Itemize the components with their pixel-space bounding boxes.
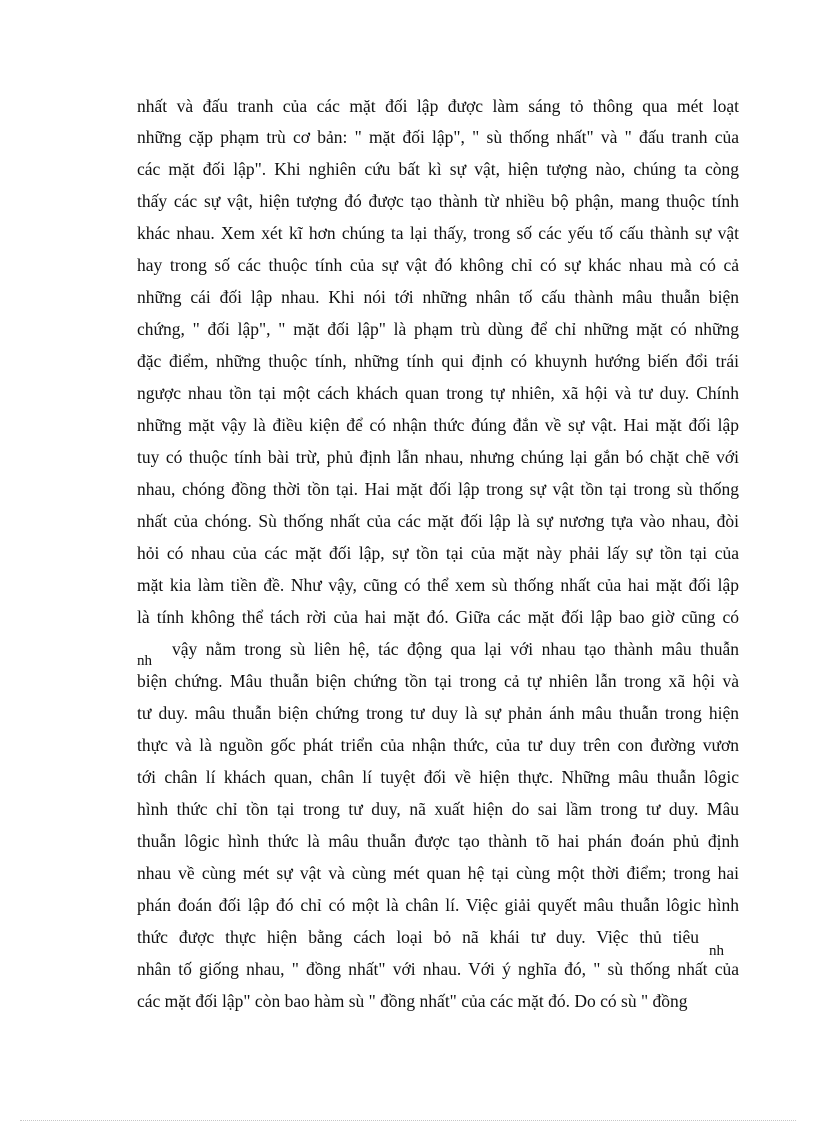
text-line: thực và là nguồn gốc phát triển của nhận thức, của tư duy trên con đường vươn — [137, 735, 739, 755]
text-line: tư duy. mâu thuẫn biện chứng trong tư duy là sự phản ánh mâu thuẫn trong hiện — [137, 703, 739, 723]
text-line: tuy có thuộc tính bài trừ, phủ định lẫn nhau, nhưng chúng lại gắn bó chặt chẽ với — [137, 447, 739, 467]
text-line: tới chân lí khách quan, chân lí tuyệt đối về hiện thực. Những mâu thuẫn lôgic — [137, 767, 739, 787]
text-line: biện chứng. Mâu thuẫn biện chứng tồn tại trong cả tự nhiên lẫn trong xã hội và — [137, 671, 739, 691]
text-line: những cặp phạm trù cơ bản: " mặt đối lập", " sù thống nhất" và " đấu tranh của — [137, 127, 739, 147]
text-line: nhất của chóng. Sù thống nhất của các mặt đối lập là sự nương tựa vào nhau, đòi — [137, 511, 739, 531]
text-line: phán đoán đối lập đó chỉ có một là chân lí. Việc giải quyết mâu thuẫn lôgic hình — [137, 895, 739, 915]
text-line: những mặt vậy là điều kiện để có nhận thức đúng đắn về sự vật. Hai mặt đối lập — [137, 415, 739, 435]
text-line: các mặt đối lập". Khi nghiên cứu bất kì sự vật, hiện tượng nào, chúng ta còng — [137, 159, 739, 179]
text-line: nhau, chóng đồng thời tồn tại. Hai mặt đối lập trong sự vật tồn tại trong sù thống — [137, 479, 739, 499]
text-line: mặt kia làm tiền đề. Như vậy, cũng có thể xem sù thống nhất của hai mặt đối lập — [137, 575, 739, 595]
text-line: hỏi có nhau của các mặt đối lập, sự tồn tại của mặt này phải lấy sự tồn tại của — [137, 543, 739, 563]
text-line: thuẫn lôgic hình thức là mâu thuẫn được tạo thành tõ hai phán đoán phủ định — [137, 831, 739, 851]
text-line: là tính không thể tách rời của hai mặt đó. Giữa các mặt đối lập bao giờ cũng có — [137, 607, 739, 627]
text-line: các mặt đối lập" còn bao hàm sù " đồng nhất" của các mặt đó. Do có sù " đồng — [137, 991, 688, 1011]
text-line: những cái đối lập nhau. Khi nói tới những nhân tố cấu thành mâu thuẫn biện — [137, 287, 739, 307]
text-line: nhau về cùng mét sự vật và cùng mét quan hệ tại cùng một thời điểm; trong hai — [137, 863, 739, 883]
text-line: hình thức chỉ tồn tại trong tư duy, nã xuất hiện do sai lầm trong tư duy. Mâu — [137, 799, 739, 819]
text-line: nhất và đấu tranh của các mặt đối lập được làm sáng tỏ thông qua mét loạt — [137, 96, 739, 116]
text-line: nhân tố giống nhau, " đồng nhất" với nhau. Với ý nghĩa đó, " sù thống nhất của — [137, 959, 739, 979]
text-line: ngược nhau tồn tại một cách khách quan trong tự nhiên, xã hội và tư duy. Chính — [137, 383, 739, 403]
stray-text-fragment: nh — [137, 653, 152, 669]
text-line: vậy nằm trong sù liên hệ, tác động qua lại với nhau tạo thành mâu thuẫn — [172, 639, 739, 659]
page-bottom-divider — [20, 1120, 796, 1121]
text-line: khác nhau. Xem xét kĩ hơn chúng ta lại thấy, trong số các yếu tố cấu thành sự vật — [137, 223, 739, 243]
text-line: thấy các sự vật, hiện tượng đó được tạo thành từ nhiều bộ phận, mang thuộc tính — [137, 191, 739, 211]
stray-text-fragment: nh — [709, 943, 724, 959]
text-line: hay trong số các thuộc tính của sự vật đó không chỉ có sự khác nhau mà có cả — [137, 255, 739, 275]
text-line: thức được thực hiện bằng cách loại bỏ nã khái tư duy. Việc thủ tiêu — [137, 927, 699, 947]
text-line: chứng, " đối lập", " mặt đối lập" là phạm trù dùng để chỉ những mặt có những — [137, 319, 739, 339]
text-line: đặc điểm, những thuộc tính, những tính qui định có khuynh hướng biến đổi trái — [137, 351, 739, 371]
